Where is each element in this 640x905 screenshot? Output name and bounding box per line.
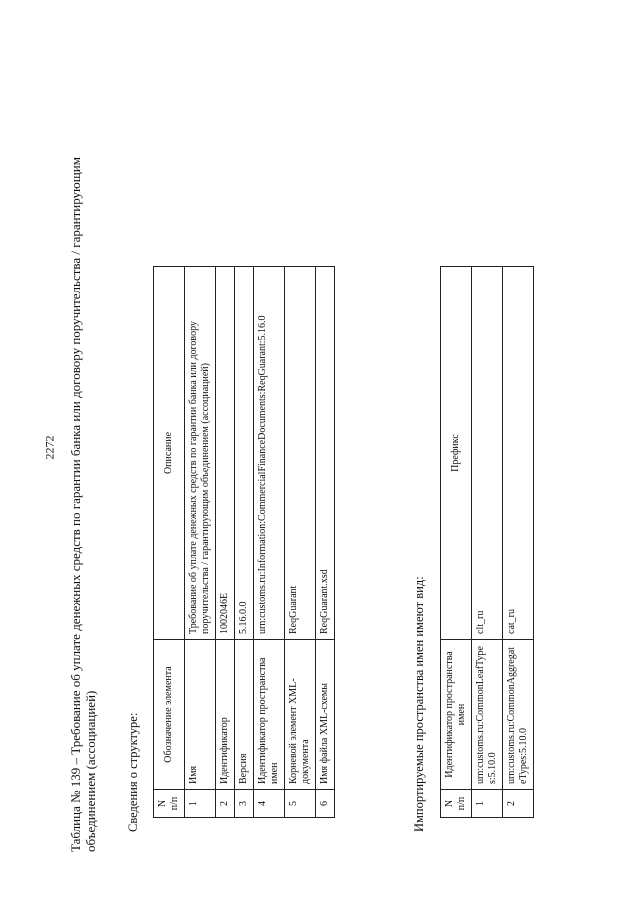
row-number: 3 [235, 790, 254, 818]
row-element: Идентификатор пространства имен [254, 640, 285, 790]
namespaces-header-row [441, 267, 472, 818]
row-number: 2 [503, 790, 534, 818]
header-namespace: Идентификатор пространства имен [441, 640, 472, 790]
namespaces-heading: Импортируемые пространства имен имеют вид: [412, 576, 426, 832]
table-caption: Таблица № 139 – Требование об уплате денежных средств по гарантии банка или договору поручительства / гарантирующим объединением (ассоциацией) [68, 157, 98, 852]
row-number: 1 [472, 790, 503, 818]
row-description: Требование об уплате денежных средств по гарантии банка или договору поручительства / гарантирующим объединением (ассоциацией) [185, 267, 216, 640]
row-description: ReqGuarant.xsd [316, 267, 335, 640]
header-description: Описание [154, 267, 185, 640]
row-description: ReqGuarant [285, 267, 316, 640]
row-number: 5 [285, 790, 316, 818]
row-element: Имя [185, 640, 216, 790]
table-row [503, 267, 534, 818]
row-number: 4 [254, 790, 285, 818]
row-description: 5.16.0.0 [235, 267, 254, 640]
header-number: N п/п [154, 790, 185, 818]
row-description: 1002046E [216, 267, 235, 640]
header-element: Обозначение элемента [154, 640, 185, 790]
table-row [185, 267, 216, 818]
row-number: 6 [316, 790, 335, 818]
row-number: 1 [185, 790, 216, 818]
table-row [216, 267, 235, 818]
row-namespace: urn:customs.ru:CommonAggregateTypes:5.10.0 [503, 640, 534, 790]
row-prefix: clt_ru [472, 267, 503, 640]
row-element: Версия [235, 640, 254, 790]
row-description: urn:customs.ru:Information:CommercialFinanceDocuments:ReqGuarant:5.16.0 [254, 267, 285, 640]
structure-table [153, 266, 335, 818]
table-row [254, 267, 285, 818]
row-element: Имя файла XML-схемы [316, 640, 335, 790]
table-row [316, 267, 335, 818]
namespaces-table [440, 266, 534, 818]
header-prefix: Префикс [441, 267, 472, 640]
table-row [235, 267, 254, 818]
row-element: Идентификатор [216, 640, 235, 790]
row-number: 2 [216, 790, 235, 818]
header-number: N п/п [441, 790, 472, 818]
table-row [472, 267, 503, 818]
structure-heading: Сведения о структуре: [126, 712, 140, 832]
structure-header-row [154, 267, 185, 818]
table-row [285, 267, 316, 818]
row-element: Корневой элемент XML-документа [285, 640, 316, 790]
row-prefix: cat_ru [503, 267, 534, 640]
rotated-page-content [0, 2, 640, 902]
page-number: 2272 [42, 435, 57, 460]
row-namespace: urn:customs.ru:CommonLeafTypes:5.10.0 [472, 640, 503, 790]
